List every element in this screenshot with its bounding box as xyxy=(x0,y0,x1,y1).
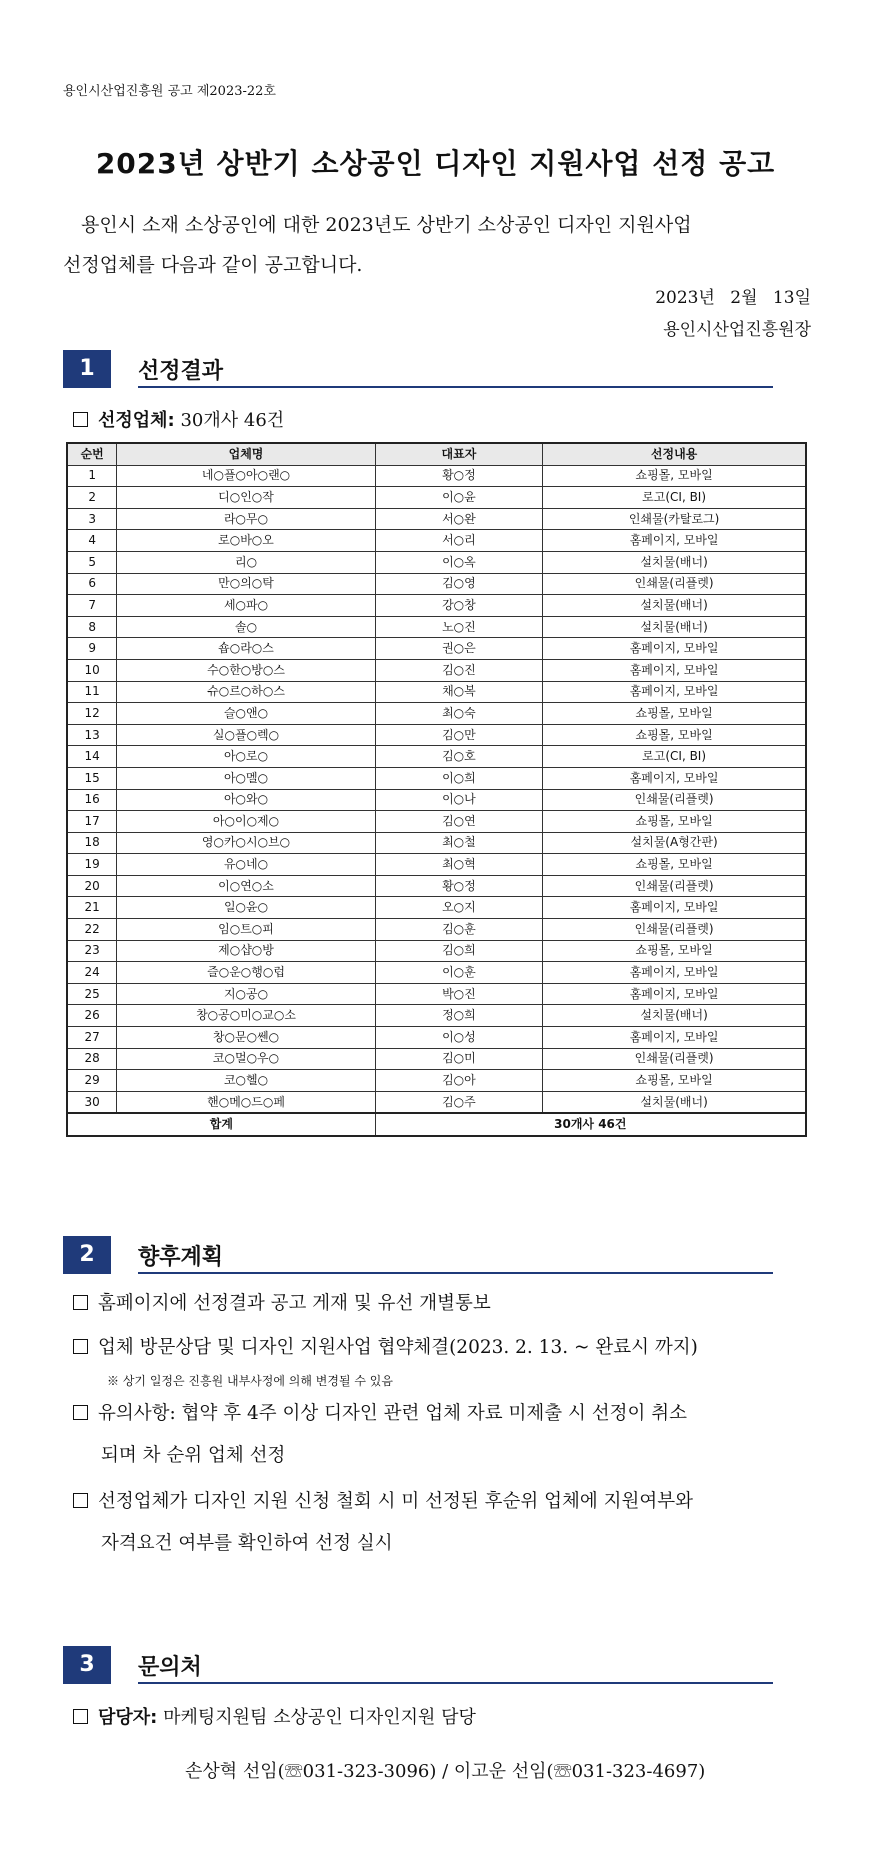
cell-company: 영○카○시○브○ xyxy=(117,832,375,854)
cell-representative: 노○진 xyxy=(375,616,543,638)
cell-representative: 이○희 xyxy=(375,767,543,789)
cell-representative: 김○주 xyxy=(375,1091,543,1113)
cell-representative: 김○만 xyxy=(375,724,543,746)
table-row xyxy=(67,616,806,638)
cell-company: 아○이○제○ xyxy=(117,811,375,833)
section-header-contact xyxy=(63,1646,773,1684)
cell-company: 이○연○소 xyxy=(117,875,375,897)
page-title: 2023년 상반기 소상공인 디자인 지원사업 선정 공고 xyxy=(95,147,776,180)
cell-no: 3 xyxy=(67,508,117,530)
checkbox-square-icon xyxy=(73,1493,88,1508)
cell-company: 핸○메○드○페 xyxy=(117,1091,375,1113)
plan-item-4 xyxy=(73,1488,693,1558)
cell-representative: 이○훈 xyxy=(375,962,543,984)
cell-company: 숍○라○스 xyxy=(117,638,375,660)
section-title: 향후계획 xyxy=(138,1245,224,1270)
cell-company: 세○파○ xyxy=(117,595,375,617)
cell-company: 슬○앤○ xyxy=(117,703,375,725)
cell-representative: 권○은 xyxy=(375,638,543,660)
cell-company: 코○헬○ xyxy=(117,1070,375,1092)
cell-no: 26 xyxy=(67,1005,117,1027)
contact-persons: 손상혁 선임(☏031-323-3096) / 이고운 선임(☏031-323-4697) xyxy=(185,1761,706,1782)
table-row xyxy=(67,897,806,919)
cell-content: 홈페이지, 모바일 xyxy=(543,659,806,681)
plan-item-2 xyxy=(73,1334,698,1362)
table-row xyxy=(67,1091,806,1113)
section-underline xyxy=(138,386,773,388)
table-row xyxy=(67,681,806,703)
summary-label: 선정업체: xyxy=(98,410,175,431)
cell-content: 홈페이지, 모바일 xyxy=(543,638,806,660)
contact-info xyxy=(73,1703,476,1729)
section-underline xyxy=(138,1682,773,1684)
cell-content: 쇼핑몰, 모바일 xyxy=(543,811,806,833)
cell-representative: 이○성 xyxy=(375,1027,543,1049)
schedule-note: ※ 상기 일정은 진흥원 내부사정에 의해 변경될 수 있음 xyxy=(107,1374,393,1388)
cell-representative: 서○완 xyxy=(375,508,543,530)
cell-no: 19 xyxy=(67,854,117,876)
cell-no: 2 xyxy=(67,487,117,509)
cell-company: 실○플○렉○ xyxy=(117,724,375,746)
cell-representative: 김○미 xyxy=(375,1048,543,1070)
table-row xyxy=(67,746,806,768)
cell-representative: 김○진 xyxy=(375,659,543,681)
cell-no: 21 xyxy=(67,897,117,919)
cell-no: 18 xyxy=(67,832,117,854)
cell-representative: 강○창 xyxy=(375,595,543,617)
cell-representative: 정○희 xyxy=(375,1005,543,1027)
cell-no: 28 xyxy=(67,1048,117,1070)
cell-content: 설치물(배너) xyxy=(543,551,806,573)
table-row xyxy=(67,595,806,617)
table-row xyxy=(67,1070,806,1092)
table-row xyxy=(67,962,806,984)
cell-representative: 김○연 xyxy=(375,811,543,833)
cell-no: 25 xyxy=(67,983,117,1005)
cell-content: 홈페이지, 모바일 xyxy=(543,530,806,552)
plan-item-3 xyxy=(73,1400,687,1470)
cell-company: 아○멜○ xyxy=(117,767,375,789)
table-row xyxy=(67,789,806,811)
plan-item-text: 유의사항: 협약 후 4주 이상 디자인 관련 업체 자료 미제출 시 선정이 취소 xyxy=(98,1403,687,1424)
cell-no: 1 xyxy=(67,465,117,487)
cell-company: 리○ xyxy=(117,551,375,573)
cell-content: 홈페이지, 모바일 xyxy=(543,897,806,919)
cell-company: 유○네○ xyxy=(117,854,375,876)
section-header-results xyxy=(63,350,773,388)
cell-content: 설치물(배너) xyxy=(543,1091,806,1113)
plan-item-text-cont: 되며 차 순위 업체 선정 xyxy=(101,1445,286,1466)
cell-representative: 최○혁 xyxy=(375,854,543,876)
contact-label: 담당자: xyxy=(98,1707,158,1728)
section-title: 문의처 xyxy=(138,1655,202,1680)
cell-content: 인쇄물(리플렛) xyxy=(543,875,806,897)
cell-no: 30 xyxy=(67,1091,117,1113)
cell-content: 설치물(A형간판) xyxy=(543,832,806,854)
table-row xyxy=(67,1005,806,1027)
plan-item-text: 선정업체가 디자인 지원 신청 철회 시 미 선정된 후순위 업체에 지원여부와 xyxy=(98,1491,693,1512)
cell-company: 아○와○ xyxy=(117,789,375,811)
cell-no: 11 xyxy=(67,681,117,703)
cell-content: 홈페이지, 모바일 xyxy=(543,1027,806,1049)
contact-value: 마케팅지원팀 소상공인 디자인지원 담당 xyxy=(163,1707,476,1728)
cell-content: 인쇄물(리플렛) xyxy=(543,919,806,941)
cell-representative: 이○나 xyxy=(375,789,543,811)
table-row xyxy=(67,573,806,595)
section-number: 3 xyxy=(63,1646,111,1684)
cell-representative: 김○영 xyxy=(375,573,543,595)
cell-content: 쇼핑몰, 모바일 xyxy=(543,1070,806,1092)
cell-representative: 김○훈 xyxy=(375,919,543,941)
col-header-content: 선정내용 xyxy=(543,443,806,465)
total-value: 30개사 46건 xyxy=(375,1113,806,1136)
cell-no: 7 xyxy=(67,595,117,617)
cell-content: 홈페이지, 모바일 xyxy=(543,681,806,703)
table-row xyxy=(67,530,806,552)
section-header-plan xyxy=(63,1236,773,1274)
cell-representative: 채○복 xyxy=(375,681,543,703)
cell-company: 슈○르○하○스 xyxy=(117,681,375,703)
cell-company: 디○인○작 xyxy=(117,487,375,509)
cell-no: 15 xyxy=(67,767,117,789)
cell-company: 만○의○탁 xyxy=(117,573,375,595)
cell-content: 쇼핑몰, 모바일 xyxy=(543,465,806,487)
checkbox-square-icon xyxy=(73,1709,88,1724)
table-row xyxy=(67,465,806,487)
cell-representative: 최○철 xyxy=(375,832,543,854)
cell-company: 솔○ xyxy=(117,616,375,638)
cell-representative: 김○아 xyxy=(375,1070,543,1092)
cell-representative: 서○리 xyxy=(375,530,543,552)
cell-no: 16 xyxy=(67,789,117,811)
cell-content: 설치물(배너) xyxy=(543,616,806,638)
cell-company: 창○문○쎈○ xyxy=(117,1027,375,1049)
table-row xyxy=(67,638,806,660)
cell-company: 네○플○아○랜○ xyxy=(117,465,375,487)
table-row xyxy=(67,811,806,833)
table-row xyxy=(67,983,806,1005)
total-label: 합계 xyxy=(67,1113,375,1136)
plan-item-text-cont: 자격요건 여부를 확인하여 선정 실시 xyxy=(101,1533,393,1554)
selected-summary xyxy=(73,406,284,432)
checkbox-square-icon xyxy=(73,1295,88,1310)
cell-content: 인쇄물(카탈로그) xyxy=(543,508,806,530)
table-row xyxy=(67,659,806,681)
cell-company: 지○공○ xyxy=(117,983,375,1005)
cell-company: 아○로○ xyxy=(117,746,375,768)
summary-value: 30개사 46건 xyxy=(180,410,285,431)
cell-no: 29 xyxy=(67,1070,117,1092)
cell-content: 홈페이지, 모바일 xyxy=(543,983,806,1005)
results-table xyxy=(66,442,807,1137)
section-number: 2 xyxy=(63,1236,111,1274)
table-row xyxy=(67,875,806,897)
checkbox-square-icon xyxy=(73,412,88,427)
cell-no: 17 xyxy=(67,811,117,833)
section-title: 선정결과 xyxy=(138,359,224,384)
cell-content: 쇼핑몰, 모바일 xyxy=(543,940,806,962)
col-header-company: 업체명 xyxy=(117,443,375,465)
table-row xyxy=(67,832,806,854)
cell-no: 5 xyxy=(67,551,117,573)
table-row xyxy=(67,1027,806,1049)
intro-text xyxy=(63,205,823,285)
table-row xyxy=(67,919,806,941)
col-header-representative: 대표자 xyxy=(375,443,543,465)
cell-no: 8 xyxy=(67,616,117,638)
cell-no: 22 xyxy=(67,919,117,941)
issuer: 용인시산업진흥원장 xyxy=(663,320,811,340)
cell-no: 4 xyxy=(67,530,117,552)
cell-representative: 박○진 xyxy=(375,983,543,1005)
cell-representative: 황○정 xyxy=(375,875,543,897)
cell-no: 24 xyxy=(67,962,117,984)
table-row xyxy=(67,940,806,962)
cell-representative: 오○지 xyxy=(375,897,543,919)
section-underline xyxy=(138,1272,773,1274)
cell-representative: 최○숙 xyxy=(375,703,543,725)
checkbox-square-icon xyxy=(73,1405,88,1420)
plan-item-text: 업체 방문상담 및 디자인 지원사업 협약체결(2023. 2. 13. ~ 완료시 까지) xyxy=(98,1337,698,1358)
cell-company: 임○트○피 xyxy=(117,919,375,941)
cell-representative: 이○윤 xyxy=(375,487,543,509)
cell-content: 인쇄물(리플렛) xyxy=(543,1048,806,1070)
cell-company: 라○무○ xyxy=(117,508,375,530)
cell-content: 홈페이지, 모바일 xyxy=(543,767,806,789)
intro-line-2: 선정업체를 다음과 같이 공고합니다. xyxy=(63,254,363,276)
cell-content: 쇼핑몰, 모바일 xyxy=(543,703,806,725)
cell-no: 10 xyxy=(67,659,117,681)
table-row xyxy=(67,551,806,573)
section-number: 1 xyxy=(63,350,111,388)
table-row xyxy=(67,724,806,746)
cell-representative: 김○희 xyxy=(375,940,543,962)
cell-representative: 김○호 xyxy=(375,746,543,768)
cell-content: 쇼핑몰, 모바일 xyxy=(543,724,806,746)
cell-company: 창○공○미○교○소 xyxy=(117,1005,375,1027)
cell-content: 로고(CI, BI) xyxy=(543,746,806,768)
cell-content: 쇼핑몰, 모바일 xyxy=(543,854,806,876)
plan-item-1 xyxy=(73,1290,491,1318)
cell-no: 6 xyxy=(67,573,117,595)
plan-item-text: 홈페이지에 선정결과 공고 게재 및 유선 개별통보 xyxy=(98,1293,491,1314)
cell-company: 즐○운○행○럽 xyxy=(117,962,375,984)
cell-company: 로○바○오 xyxy=(117,530,375,552)
cell-company: 코○멀○우○ xyxy=(117,1048,375,1070)
cell-company: 일○윤○ xyxy=(117,897,375,919)
cell-content: 홈페이지, 모바일 xyxy=(543,962,806,984)
cell-no: 27 xyxy=(67,1027,117,1049)
cell-no: 9 xyxy=(67,638,117,660)
table-header-row xyxy=(67,443,806,465)
table-row xyxy=(67,854,806,876)
checkbox-square-icon xyxy=(73,1339,88,1354)
cell-no: 23 xyxy=(67,940,117,962)
table-row xyxy=(67,767,806,789)
intro-line-1: 용인시 소재 소상공인에 대한 2023년도 상반기 소상공인 디자인 지원사업 xyxy=(81,214,692,236)
col-header-no: 순번 xyxy=(67,443,117,465)
table-row xyxy=(67,487,806,509)
table-row xyxy=(67,1048,806,1070)
cell-no: 13 xyxy=(67,724,117,746)
cell-company: 제○샵○방 xyxy=(117,940,375,962)
cell-content: 설치물(배너) xyxy=(543,1005,806,1027)
cell-no: 12 xyxy=(67,703,117,725)
table-total-row xyxy=(67,1113,806,1136)
cell-content: 설치물(배너) xyxy=(543,595,806,617)
cell-company: 수○한○방○스 xyxy=(117,659,375,681)
table-row xyxy=(67,703,806,725)
notice-date: 2023년 2월 13일 xyxy=(655,288,811,308)
cell-content: 인쇄물(리플렛) xyxy=(543,789,806,811)
cell-content: 인쇄물(리플렛) xyxy=(543,573,806,595)
cell-content: 로고(CI, BI) xyxy=(543,487,806,509)
notice-number: 용인시산업진흥원 공고 제2023-22호 xyxy=(63,84,276,99)
cell-no: 20 xyxy=(67,875,117,897)
cell-no: 14 xyxy=(67,746,117,768)
cell-representative: 이○옥 xyxy=(375,551,543,573)
cell-representative: 황○정 xyxy=(375,465,543,487)
table-row xyxy=(67,508,806,530)
